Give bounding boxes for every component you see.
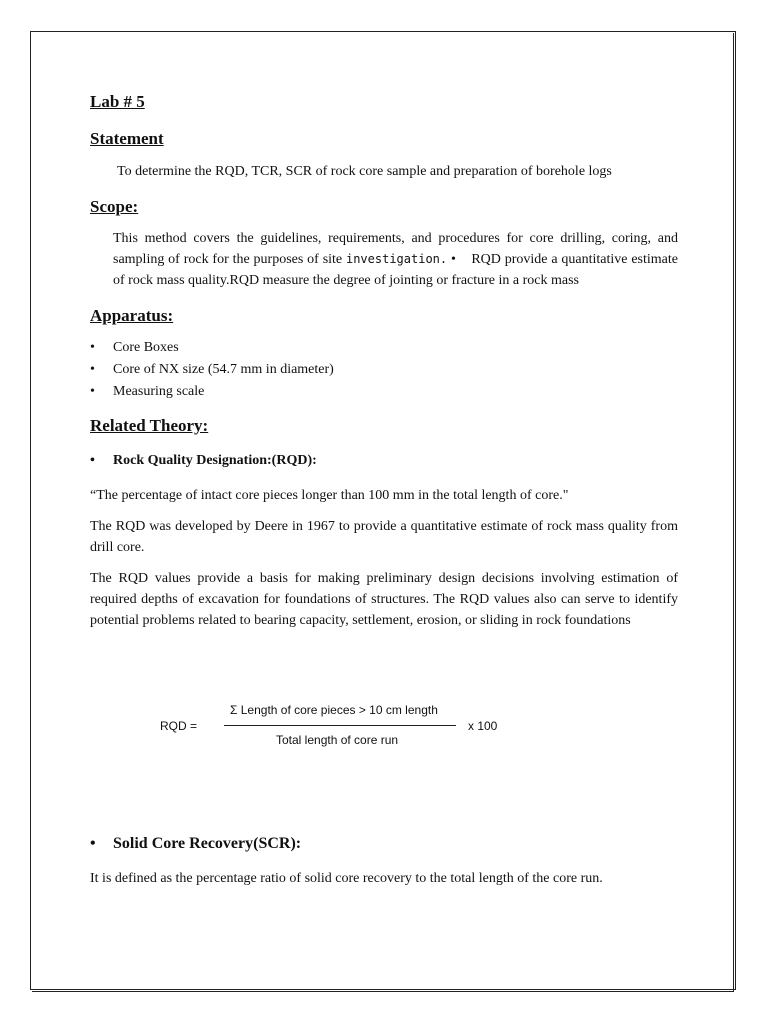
theory-heading: Related Theory:	[90, 416, 209, 435]
formula-denominator: Total length of core run	[276, 733, 399, 747]
scope-text	[90, 228, 678, 291]
scr-section	[90, 834, 678, 889]
scope-text-mono: investigation.	[345, 252, 448, 266]
scope-text-part1: This method covers the guidelines, requirements, and procedures for core drilling, coring, and sampling of rock for the purposes of site	[113, 231, 678, 267]
rqd-paragraph-1: The RQD was developed by Deere in 1967 to provide a quantitative estimate of rock mass quality from drill core.	[90, 519, 678, 555]
scope-heading: Scope:	[90, 197, 139, 216]
formula-fraction-line	[224, 725, 456, 726]
statement-text: To determine the RQD, TCR, SCR of rock core sample and preparation of borehole logs	[117, 164, 612, 179]
document-content	[90, 92, 678, 631]
rqd-heading: • Rock Quality Designation:(RQD):	[90, 451, 678, 471]
scr-definition: It is defined as the percentage ratio of solid core recovery to the total length of the core run.	[90, 871, 603, 886]
list-item: • Core of NX size (54.7 mm in diameter)	[90, 359, 678, 381]
scr-heading: • Solid Core Recovery(SCR):	[90, 834, 678, 854]
apparatus-heading: Apparatus:	[90, 306, 174, 325]
scope-text-part2: RQD provide a quantitative estimate of rock mass quality.RQD measure the degree of jointing or fracture in a rock mass	[113, 252, 678, 288]
lab-title: Lab # 5	[90, 92, 145, 111]
rqd-paragraph-2: The RQD values provide a basis for making preliminary design decisions involving estimation of required depths of excavation for foundations of structures. The RQD values also can serve to identify potential problems related to bearing capacity, settlement, erosion, or sliding in rock foundations	[90, 571, 678, 628]
formula-multiplier: x 100	[468, 719, 498, 733]
scope-text-bullet: •	[447, 252, 472, 267]
apparatus-list	[90, 337, 678, 403]
list-item: • Measuring scale	[90, 381, 678, 403]
list-item: • Core Boxes	[90, 337, 678, 359]
rqd-definition: “The percentage of intact core pieces longer than 100 mm in the total length of core."	[90, 488, 569, 503]
formula-lhs: RQD =	[160, 719, 198, 733]
statement-heading: Statement	[90, 129, 164, 148]
formula-numerator: Σ Length of core pieces > 10 cm length	[230, 703, 438, 717]
